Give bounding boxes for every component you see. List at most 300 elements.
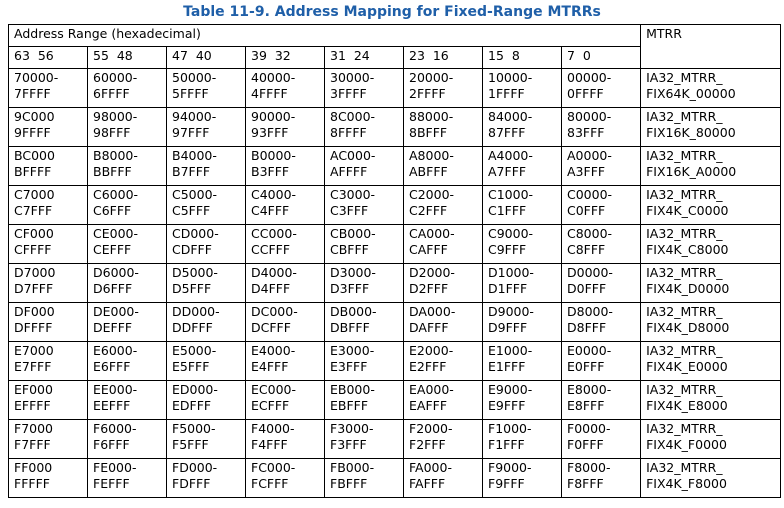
address-cell-line: D2FFF [409, 281, 449, 296]
address-cell-line: DB000- [330, 304, 377, 319]
table-row [9, 225, 781, 264]
address-cell-line: F9000- [488, 460, 532, 475]
address-cell [246, 108, 325, 147]
address-cell-line: D8000- [567, 304, 613, 319]
address-cell-line: C8FFF [567, 242, 606, 257]
mtrr-cell [641, 108, 781, 147]
address-cell-line: 94000- [172, 109, 217, 124]
bit-range-header: 23 16 [404, 47, 483, 69]
address-cell-line: FA000- [409, 460, 452, 475]
address-cell-line: EA000- [409, 382, 454, 397]
address-cell-line: A0000- [567, 148, 612, 163]
address-cell-line: D5FFF [172, 281, 212, 296]
address-cell-line: BC000 [14, 148, 55, 163]
mtrr-header: MTRR [641, 25, 781, 69]
mtrr-cell-line: IA32_MTRR_ [646, 226, 723, 241]
mtrr-cell-line: FIX4K_D8000 [646, 320, 730, 335]
address-cell [246, 303, 325, 342]
address-cell [246, 381, 325, 420]
table-row [9, 420, 781, 459]
address-cell-line: D1FFF [488, 281, 528, 296]
address-cell-line: F0000- [567, 421, 611, 436]
mtrr-cell [641, 264, 781, 303]
address-cell-line: F8FFF [567, 476, 604, 491]
address-cell-line: BBFFF [93, 164, 132, 179]
address-cell [9, 459, 88, 498]
address-cell-line: D0FFF [567, 281, 607, 296]
address-cell-line: CC000- [251, 226, 297, 241]
address-cell-line: E7000 [14, 343, 54, 358]
address-cell-line: EB000- [330, 382, 375, 397]
address-cell [325, 186, 404, 225]
address-cell-line: C2FFF [409, 203, 448, 218]
address-cell [404, 342, 483, 381]
address-cell-line: 90000- [251, 109, 296, 124]
address-cell-line: C0000- [567, 187, 613, 202]
address-cell [9, 342, 88, 381]
address-cell-line: AFFFF [330, 164, 368, 179]
address-cell-line: 10000- [488, 70, 533, 85]
mtrr-cell-line: IA32_MTRR_ [646, 109, 723, 124]
address-cell-line: DFFFF [14, 320, 53, 335]
address-cell [9, 303, 88, 342]
address-cell [9, 186, 88, 225]
address-cell-line: AC000- [330, 148, 376, 163]
address-cell-line: C8000- [567, 226, 613, 241]
address-cell-line: D6000- [93, 265, 139, 280]
address-cell [325, 303, 404, 342]
address-cell-line: F6000- [93, 421, 137, 436]
address-cell-line: D4000- [251, 265, 297, 280]
address-cell [9, 264, 88, 303]
address-cell [325, 69, 404, 108]
address-cell [9, 420, 88, 459]
address-cell-line: B8000- [93, 148, 138, 163]
address-cell-line: E7FFF [14, 359, 52, 374]
address-cell-line: CFFFF [14, 242, 52, 257]
address-cell-line: EC000- [251, 382, 296, 397]
address-cell [9, 108, 88, 147]
address-cell [9, 381, 88, 420]
address-cell [246, 186, 325, 225]
address-cell [562, 147, 641, 186]
address-cell [562, 264, 641, 303]
address-cell-line: 84000- [488, 109, 533, 124]
address-cell-line: D5000- [172, 265, 218, 280]
address-cell [562, 459, 641, 498]
address-cell-line: F3000- [330, 421, 374, 436]
address-cell [483, 264, 562, 303]
address-cell [167, 69, 246, 108]
address-cell-line: 98FFF [93, 125, 131, 140]
address-cell [404, 303, 483, 342]
mtrr-cell [641, 381, 781, 420]
mtrr-cell-line: FIX4K_F0000 [646, 437, 727, 452]
mtrr-cell-line: FIX64K_00000 [646, 86, 736, 101]
address-range-header: Address Range (hexadecimal) [9, 25, 641, 47]
address-cell-line: F3FFF [330, 437, 367, 452]
address-cell-line: 6FFFF [93, 86, 130, 101]
mtrr-cell-line: IA32_MTRR_ [646, 421, 723, 436]
address-cell-line: 8FFFF [330, 125, 367, 140]
address-cell-line: CD000- [172, 226, 219, 241]
address-cell-line: F7FFF [14, 437, 51, 452]
address-cell-line: C1FFF [488, 203, 527, 218]
address-cell-line: F4FFF [251, 437, 288, 452]
address-cell-line: DE000- [93, 304, 139, 319]
address-cell [404, 264, 483, 303]
address-cell [167, 108, 246, 147]
address-cell-line: 83FFF [567, 125, 605, 140]
address-cell-line: 7FFFF [14, 86, 51, 101]
address-cell-line: A7FFF [488, 164, 527, 179]
address-cell [483, 225, 562, 264]
table-row [9, 381, 781, 420]
address-cell-line: E4FFF [251, 359, 289, 374]
mtrr-cell-line: IA32_MTRR_ [646, 148, 723, 163]
address-cell [404, 381, 483, 420]
address-cell-line: A3FFF [567, 164, 606, 179]
mtrr-cell-line: IA32_MTRR_ [646, 265, 723, 280]
address-cell [88, 459, 167, 498]
address-cell-line: E6FFF [93, 359, 131, 374]
address-cell-line: C9000- [488, 226, 534, 241]
address-cell-line: F2FFF [409, 437, 446, 452]
address-cell [88, 108, 167, 147]
address-cell-line: EAFFF [409, 398, 448, 413]
address-cell [246, 420, 325, 459]
address-cell [562, 420, 641, 459]
address-cell-line: DF000 [14, 304, 55, 319]
address-cell-line: 0FFFF [567, 86, 604, 101]
address-cell [167, 186, 246, 225]
address-cell [246, 459, 325, 498]
address-cell [483, 69, 562, 108]
mtrr-cell [641, 186, 781, 225]
address-cell-line: EDFFF [172, 398, 212, 413]
address-cell-line: CF000 [14, 226, 54, 241]
mtrr-cell-line: FIX4K_E8000 [646, 398, 728, 413]
address-cell-line: 40000- [251, 70, 296, 85]
address-cell-line: E2000- [409, 343, 454, 358]
address-cell-line: ABFFF [409, 164, 448, 179]
address-cell-line: DDFFF [172, 320, 213, 335]
mtrr-cell-line: IA32_MTRR_ [646, 70, 723, 85]
address-cell-line: 9C000 [14, 109, 55, 124]
address-cell-line: CEFFF [93, 242, 132, 257]
address-cell-line: F6FFF [93, 437, 130, 452]
address-cell-line: D7FFF [14, 281, 54, 296]
address-cell-line: ED000- [172, 382, 218, 397]
address-cell-line: F4000- [251, 421, 295, 436]
address-cell-line: E1000- [488, 343, 533, 358]
bit-range-header: 39 32 [246, 47, 325, 69]
address-cell [9, 69, 88, 108]
address-cell [562, 186, 641, 225]
address-cell-line: 8C000- [330, 109, 376, 124]
address-cell-line: DCFFF [251, 320, 291, 335]
address-cell [483, 108, 562, 147]
bit-range-header: 55 48 [88, 47, 167, 69]
mtrr-cell-line: FIX4K_C0000 [646, 203, 729, 218]
address-cell-line: F0FFF [567, 437, 604, 452]
address-cell [246, 264, 325, 303]
address-cell-line: F2000- [409, 421, 453, 436]
address-cell-line: EBFFF [330, 398, 369, 413]
address-cell [325, 147, 404, 186]
address-cell [325, 342, 404, 381]
address-cell-line: C6000- [93, 187, 139, 202]
address-cell [167, 147, 246, 186]
address-cell-line: CAFFF [409, 242, 448, 257]
address-cell-line: F1FFF [488, 437, 525, 452]
address-cell-line: C2000- [409, 187, 455, 202]
mtrr-cell [641, 342, 781, 381]
address-cell-line: 9FFFF [14, 125, 51, 140]
mtrr-cell [641, 147, 781, 186]
mtrr-cell-line: FIX4K_D0000 [646, 281, 730, 296]
address-cell [246, 342, 325, 381]
address-cell-line: D9000- [488, 304, 534, 319]
address-cell-line: 97FFF [172, 125, 210, 140]
address-cell-line: C0FFF [567, 203, 606, 218]
address-cell-line: 60000- [93, 70, 138, 85]
address-cell-line: 3FFFF [330, 86, 367, 101]
address-cell-line: D9FFF [488, 320, 528, 335]
address-cell [167, 225, 246, 264]
address-cell-line: E6000- [93, 343, 138, 358]
address-cell-line: C4000- [251, 187, 297, 202]
address-cell-line: C3FFF [330, 203, 369, 218]
address-cell [325, 225, 404, 264]
mtrr-cell-line: IA32_MTRR_ [646, 343, 723, 358]
address-cell-line: EE000- [93, 382, 138, 397]
address-cell-line: FEFFF [93, 476, 130, 491]
address-cell [246, 225, 325, 264]
address-cell [325, 381, 404, 420]
address-cell [88, 69, 167, 108]
address-cell-line: 5FFFF [172, 86, 209, 101]
address-cell-line: E8000- [567, 382, 612, 397]
address-cell-line: 30000- [330, 70, 375, 85]
address-cell [246, 147, 325, 186]
address-cell [167, 381, 246, 420]
table-caption: Table 11-9. Address Mapping for Fixed-Range MTRRs [183, 4, 601, 20]
bit-range-header: 7 0 [562, 47, 641, 69]
mtrr-cell [641, 303, 781, 342]
address-cell-line: F9FFF [488, 476, 525, 491]
address-cell-line: F8000- [567, 460, 611, 475]
address-cell-line: FE000- [93, 460, 137, 475]
address-cell-line: CE000- [93, 226, 138, 241]
address-cell-line: E9000- [488, 382, 533, 397]
address-cell-line: CB000- [330, 226, 376, 241]
mtrr-cell [641, 459, 781, 498]
address-cell-line: 98000- [93, 109, 138, 124]
table-row [9, 459, 781, 498]
address-cell-line: DD000- [172, 304, 220, 319]
address-cell [9, 147, 88, 186]
address-cell-line: 70000- [14, 70, 59, 85]
address-cell [483, 342, 562, 381]
address-cell-line: CBFFF [330, 242, 369, 257]
address-cell-line: DEFFF [93, 320, 133, 335]
address-cell [88, 225, 167, 264]
mtrr-cell-line: FIX4K_C8000 [646, 242, 729, 257]
address-cell-line: 00000- [567, 70, 612, 85]
address-cell-line: FFFFF [14, 476, 50, 491]
mtrr-cell [641, 69, 781, 108]
address-cell-line: D7000 [14, 265, 56, 280]
table-row [9, 108, 781, 147]
address-cell-line: D4FFF [251, 281, 291, 296]
mtrr-cell [641, 420, 781, 459]
address-cell [404, 420, 483, 459]
table-row [9, 342, 781, 381]
address-cell [404, 147, 483, 186]
address-cell-line: DA000- [409, 304, 456, 319]
address-mapping-table [8, 24, 781, 498]
address-cell-line: 20000- [409, 70, 454, 85]
address-cell-line: C7000 [14, 187, 55, 202]
address-cell-line: D6FFF [93, 281, 133, 296]
address-cell-line: E3FFF [330, 359, 368, 374]
address-cell-line: 1FFFF [488, 86, 525, 101]
address-cell-line: E0FFF [567, 359, 605, 374]
table-row [9, 264, 781, 303]
address-cell-line: C1000- [488, 187, 534, 202]
address-cell-line: C5000- [172, 187, 218, 202]
address-cell [246, 69, 325, 108]
table-row [9, 69, 781, 108]
address-cell-line: FF000 [14, 460, 53, 475]
mtrr-cell-line: IA32_MTRR_ [646, 187, 723, 202]
mtrr-cell-line: FIX16K_A0000 [646, 164, 737, 179]
mtrr-cell-line: FIX4K_F8000 [646, 476, 727, 491]
address-cell [167, 303, 246, 342]
address-cell-line: B0000- [251, 148, 296, 163]
address-cell [167, 459, 246, 498]
address-cell [483, 459, 562, 498]
address-cell [483, 381, 562, 420]
address-cell-line: E0000- [567, 343, 612, 358]
address-cell [167, 342, 246, 381]
address-cell-line: FBFFF [330, 476, 368, 491]
address-cell-line: 88000- [409, 109, 454, 124]
address-cell [88, 381, 167, 420]
address-cell-line: F5000- [172, 421, 216, 436]
address-cell-line: C6FFF [93, 203, 132, 218]
address-cell [88, 420, 167, 459]
address-cell-line: D8FFF [567, 320, 607, 335]
address-cell [562, 108, 641, 147]
address-cell-line: 50000- [172, 70, 217, 85]
address-cell-line: DC000- [251, 304, 298, 319]
address-cell-line: D3FFF [330, 281, 370, 296]
address-cell-line: C3000- [330, 187, 376, 202]
address-cell [167, 264, 246, 303]
address-cell-line: FC000- [251, 460, 296, 475]
address-cell-line: E1FFF [488, 359, 526, 374]
address-cell-line: FCFFF [251, 476, 289, 491]
mtrr-cell-line: IA32_MTRR_ [646, 460, 723, 475]
address-cell-line: FB000- [330, 460, 375, 475]
address-cell [562, 381, 641, 420]
address-cell-line: C7FFF [14, 203, 53, 218]
table-row [9, 186, 781, 225]
address-cell-line: BFFFF [14, 164, 52, 179]
address-cell-line: E3000- [330, 343, 375, 358]
address-cell-line: FDFFF [172, 476, 211, 491]
address-cell-line: 80000- [567, 109, 612, 124]
address-cell [483, 186, 562, 225]
address-cell-line: EEFFF [93, 398, 131, 413]
address-cell-line: A4000- [488, 148, 533, 163]
address-cell [88, 186, 167, 225]
address-cell [562, 225, 641, 264]
address-cell-line: E8FFF [567, 398, 605, 413]
address-cell-line: B7FFF [172, 164, 211, 179]
address-cell-line: B4000- [172, 148, 217, 163]
address-cell-line: E5FFF [172, 359, 210, 374]
address-cell [404, 459, 483, 498]
address-cell-line: 2FFFF [409, 86, 446, 101]
address-cell-line: CDFFF [172, 242, 212, 257]
address-cell [88, 147, 167, 186]
table-row [9, 147, 781, 186]
mtrr-cell-line: IA32_MTRR_ [646, 382, 723, 397]
address-cell [88, 342, 167, 381]
address-cell [404, 69, 483, 108]
address-cell-line: E9FFF [488, 398, 526, 413]
address-cell [483, 420, 562, 459]
address-cell-line: DAFFF [409, 320, 449, 335]
address-cell-line: ECFFF [251, 398, 290, 413]
address-cell-line: F5FFF [172, 437, 209, 452]
address-cell [562, 69, 641, 108]
address-cell-line: DBFFF [330, 320, 370, 335]
address-cell-line: D3000- [330, 265, 376, 280]
mtrr-cell-line: IA32_MTRR_ [646, 304, 723, 319]
address-cell-line: FAFFF [409, 476, 446, 491]
table-row [9, 303, 781, 342]
address-cell [404, 225, 483, 264]
address-cell-line: C5FFF [172, 203, 211, 218]
mtrr-cell-line: FIX4K_E0000 [646, 359, 728, 374]
address-cell-line: D2000- [409, 265, 455, 280]
address-cell-line: C9FFF [488, 242, 527, 257]
address-cell-line: B3FFF [251, 164, 290, 179]
address-cell-line: F7000 [14, 421, 54, 436]
address-cell-line: CCFFF [251, 242, 291, 257]
mtrr-cell [641, 225, 781, 264]
mtrr-cell-line: FIX16K_80000 [646, 125, 736, 140]
address-cell [325, 420, 404, 459]
address-cell-line: 4FFFF [251, 86, 288, 101]
address-cell-line: 93FFF [251, 125, 289, 140]
bit-range-header: 31 24 [325, 47, 404, 69]
address-cell-line: C4FFF [251, 203, 290, 218]
address-cell [404, 186, 483, 225]
address-cell-line: E4000- [251, 343, 296, 358]
bit-range-header: 47 40 [167, 47, 246, 69]
address-cell [404, 108, 483, 147]
address-cell [562, 303, 641, 342]
address-cell-line: E5000- [172, 343, 217, 358]
address-cell-line: EF000 [14, 382, 53, 397]
address-cell [88, 303, 167, 342]
address-cell-line: EFFFF [14, 398, 51, 413]
